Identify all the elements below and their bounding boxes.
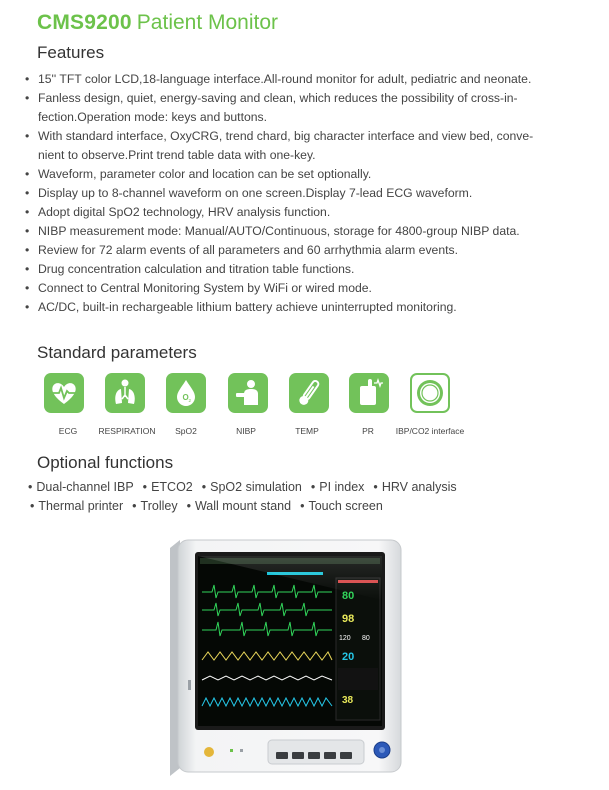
feature-line: Drug concentration calculation and titration table functions. (38, 262, 355, 276)
temp-reading: 38 (342, 695, 354, 706)
features-heading: Features (37, 43, 105, 62)
optional-function-item: • HRV analysis (373, 480, 456, 494)
optional-function-item: • Wall mount stand (187, 499, 292, 513)
feature-line: Adopt digital SpO2 technology, HRV analysis function. (38, 205, 331, 219)
optional-function-item: • Dual-channel IBP (28, 480, 134, 494)
optional-function-item: • PI index (311, 480, 365, 494)
standard-parameters-heading: Standard parameters (37, 343, 197, 362)
parameter-label: RESPIRATION (98, 426, 156, 436)
optional-function-item: • Touch screen (300, 499, 383, 513)
optional-functions-heading: Optional functions (37, 453, 174, 472)
feature-line: NIBP measurement mode: Manual/AUTO/Continuous, storage for 4800-group NIBP data. (38, 224, 520, 238)
feature-line: • With standard interface, OxyCRG, trend chard, big character interface and view bed, conve- (38, 129, 534, 143)
feature-line: Review for 72 alarm events of all parameters and 60 arrhythmia alarm events. (38, 243, 458, 257)
feature-line: AC/DC, built-in rechargeable lithium battery achieve uninterrupted monitoring. (38, 300, 457, 314)
parameter-label: IBP/CO2 interface (395, 426, 465, 436)
feature-line: nient to observe.Print trend table data with one-key. (38, 148, 316, 162)
spo2-reading: 98 (342, 613, 355, 625)
nibp-sys-reading: 120 (339, 635, 351, 642)
feature-line: 15'' TFT color LCD,18-language interface.All-round monitor for adult, pediatric and neonate. (38, 72, 532, 86)
feature-line: fection.Operation mode: keys and buttons. (38, 110, 267, 124)
svg-text:2: 2 (188, 398, 192, 403)
parameter-label: PR (362, 426, 374, 436)
model-name: CMS9200 (37, 11, 132, 34)
resp-reading: 20 (342, 651, 355, 663)
optional-function-item: • SpO2 simulation (202, 480, 302, 494)
parameter-label: TEMP (295, 426, 319, 436)
product-name: Patient Monitor (136, 11, 279, 34)
optional-function-item: • ETCO2 (143, 480, 193, 494)
feature-line: Display up to 8-channel waveform on one screen.Display 7-lead ECG waveform. (38, 186, 473, 200)
svg-text:O: O (182, 393, 189, 402)
parameter-label: NIBP (236, 426, 256, 436)
feature-line: Connect to Central Monitoring System by WiFi or wired mode. (38, 281, 372, 295)
feature-line: Waveform, parameter color and location can be set optionally. (38, 167, 372, 181)
parameter-label: ECG (58, 426, 78, 436)
feature-line: • Fanless design, quiet, energy-saving and clean, which reduces the possibility of cross-in- (38, 91, 518, 105)
hr-reading: 80 (342, 590, 355, 602)
optional-function-item: • Trolley (132, 499, 177, 513)
optional-function-item: • Thermal printer (30, 499, 123, 513)
nibp-dia-reading: 80 (362, 635, 370, 642)
parameter-label: SpO2 (175, 426, 197, 436)
